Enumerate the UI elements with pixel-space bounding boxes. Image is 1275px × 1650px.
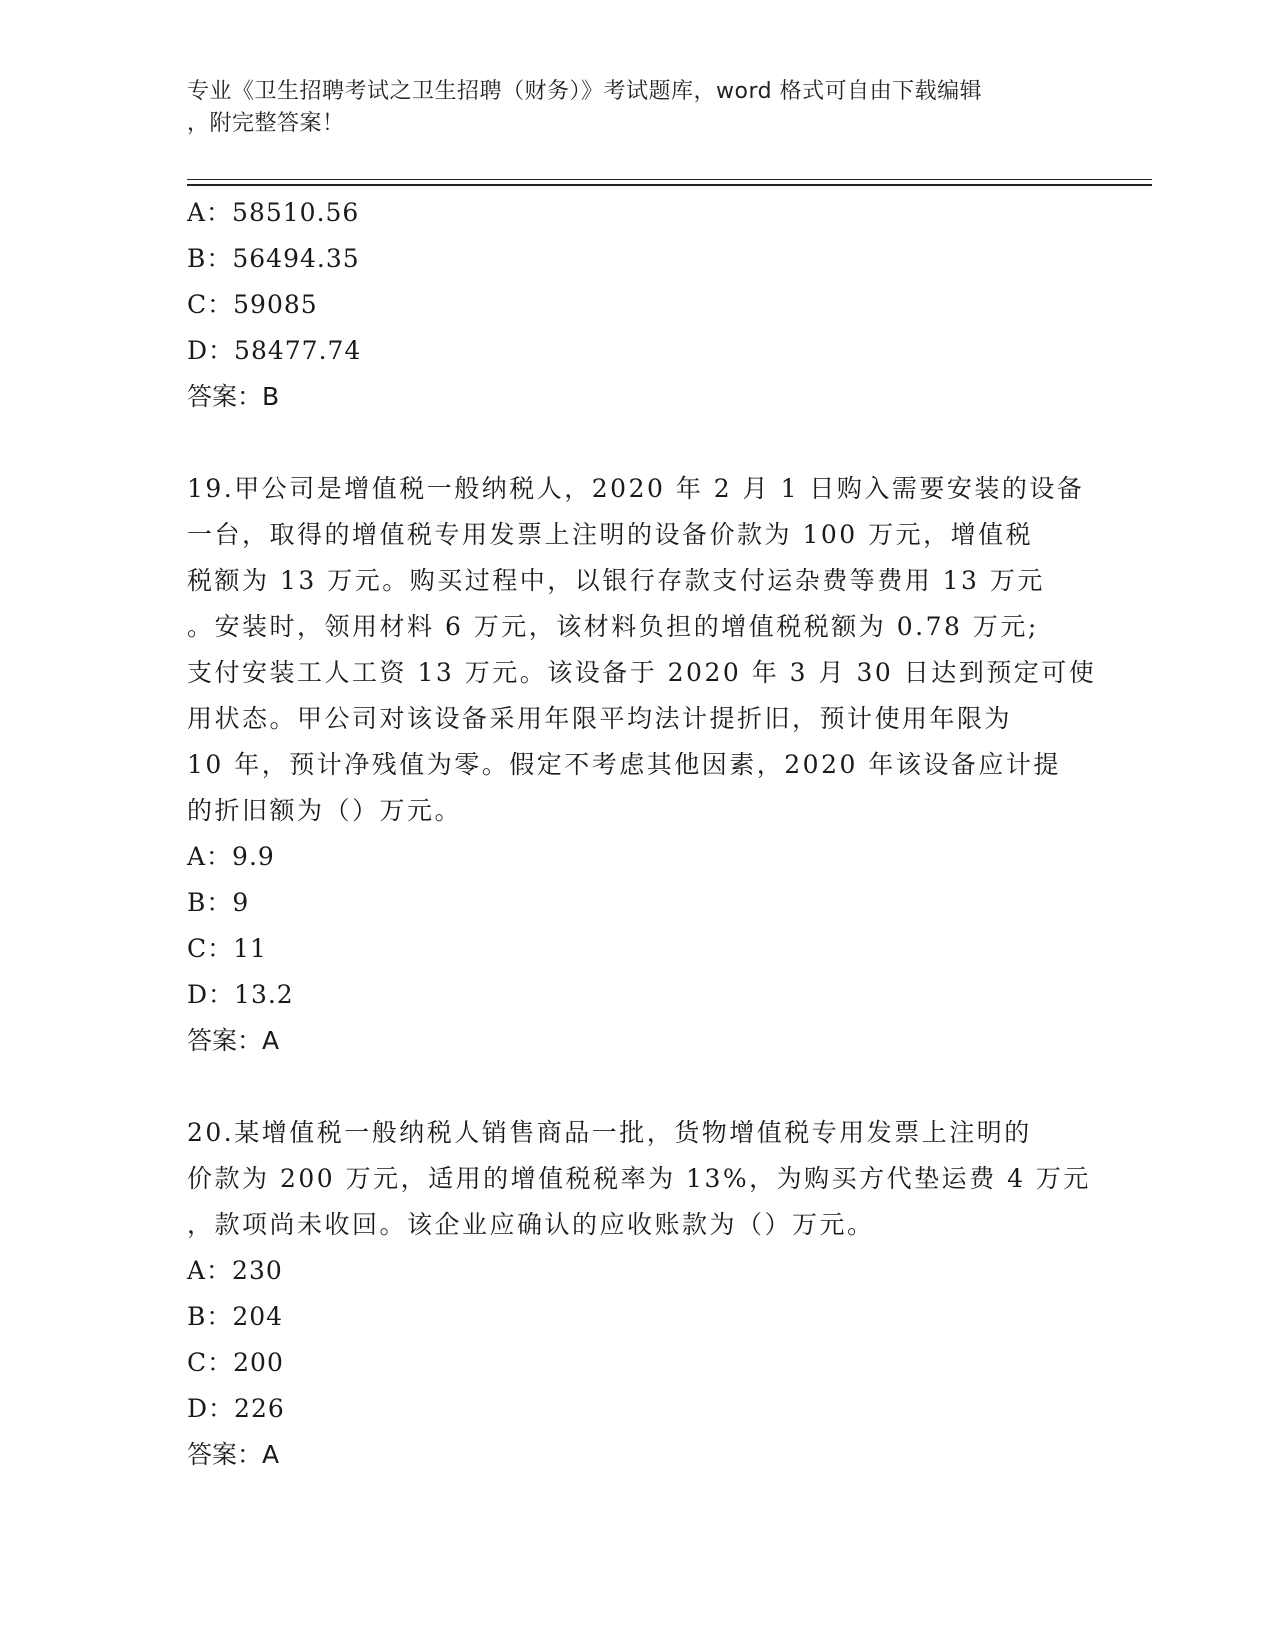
option-b: B：204 [187,1302,284,1331]
option-c: C：59085 [187,290,318,319]
header-divider-thin [187,179,1152,180]
question-line: 。安装时，领用材料 6 万元，该材料负担的增值税税额为 0.78 万元; [187,612,1039,641]
question-19-answer: 答案：A [187,1026,280,1055]
spacer [187,1064,1087,1110]
question-19-text [187,466,1097,834]
option-b: B：56494.35 [187,244,360,273]
question-19-options [187,834,1087,1018]
option-a: A：230 [187,1256,283,1285]
header-divider-thick [187,184,1152,186]
question-line: 用状态。甲公司对该设备采用年限平均法计提折旧，预计使用年限为 [187,704,1013,733]
question-line: 10 年，预计净残值为零。假定不考虑其他因素，2020 年该设备应计提 [187,750,1061,779]
header-title-line-2: ，附完整答案！ [187,111,345,136]
question-line: 价款为 200 万元，适用的增值税税率为 13%，为购买方代垫运费 4 万元 [187,1164,1091,1193]
question-20-options [187,1248,1087,1432]
question-line: 的折旧额为（）万元。 [187,796,463,825]
option-b: B：9 [187,888,250,917]
question-line: 税额为 13 万元。购买过程中，以银行存款支付运杂费等费用 13 万元 [187,566,1045,595]
option-a: A：58510.56 [187,198,360,227]
question-line: 一台，取得的增值税专用发票上注明的设备价款为 100 万元，增值税 [187,520,1034,549]
option-c: C：11 [187,934,267,963]
option-d: D：13.2 [187,980,294,1009]
header-title-line-1: 专业《卫生招聘考试之卫生招聘（财务）》考试题库，word 格式可自由下载编辑 [187,79,983,104]
question-18-options [187,190,1087,374]
question-line: 19.甲公司是增值税一般纳税人，2020 年 2 月 1 日购入需要安装的设备 [187,474,1085,503]
question-18-answer: 答案：B [187,382,280,411]
question-20-text [187,1110,1091,1248]
option-d: D：226 [187,1394,285,1423]
question-content [187,190,1097,1478]
page-header [187,76,1067,140]
question-line: 20.某增值税一般纳税人销售商品一批，货物增值税专用发票上注明的 [187,1118,1032,1147]
option-c: C：200 [187,1348,284,1377]
option-a: A：9.9 [187,842,275,871]
question-20-answer: 答案：A [187,1440,280,1469]
spacer [187,420,1087,466]
question-line: ，款项尚未收回。该企业应确认的应收账款为（）万元。 [187,1210,875,1239]
option-d: D：58477.74 [187,336,362,365]
question-line: 支付安装工人工资 13 万元。该设备于 2020 年 3 月 30 日达到预定可使 [187,658,1097,687]
